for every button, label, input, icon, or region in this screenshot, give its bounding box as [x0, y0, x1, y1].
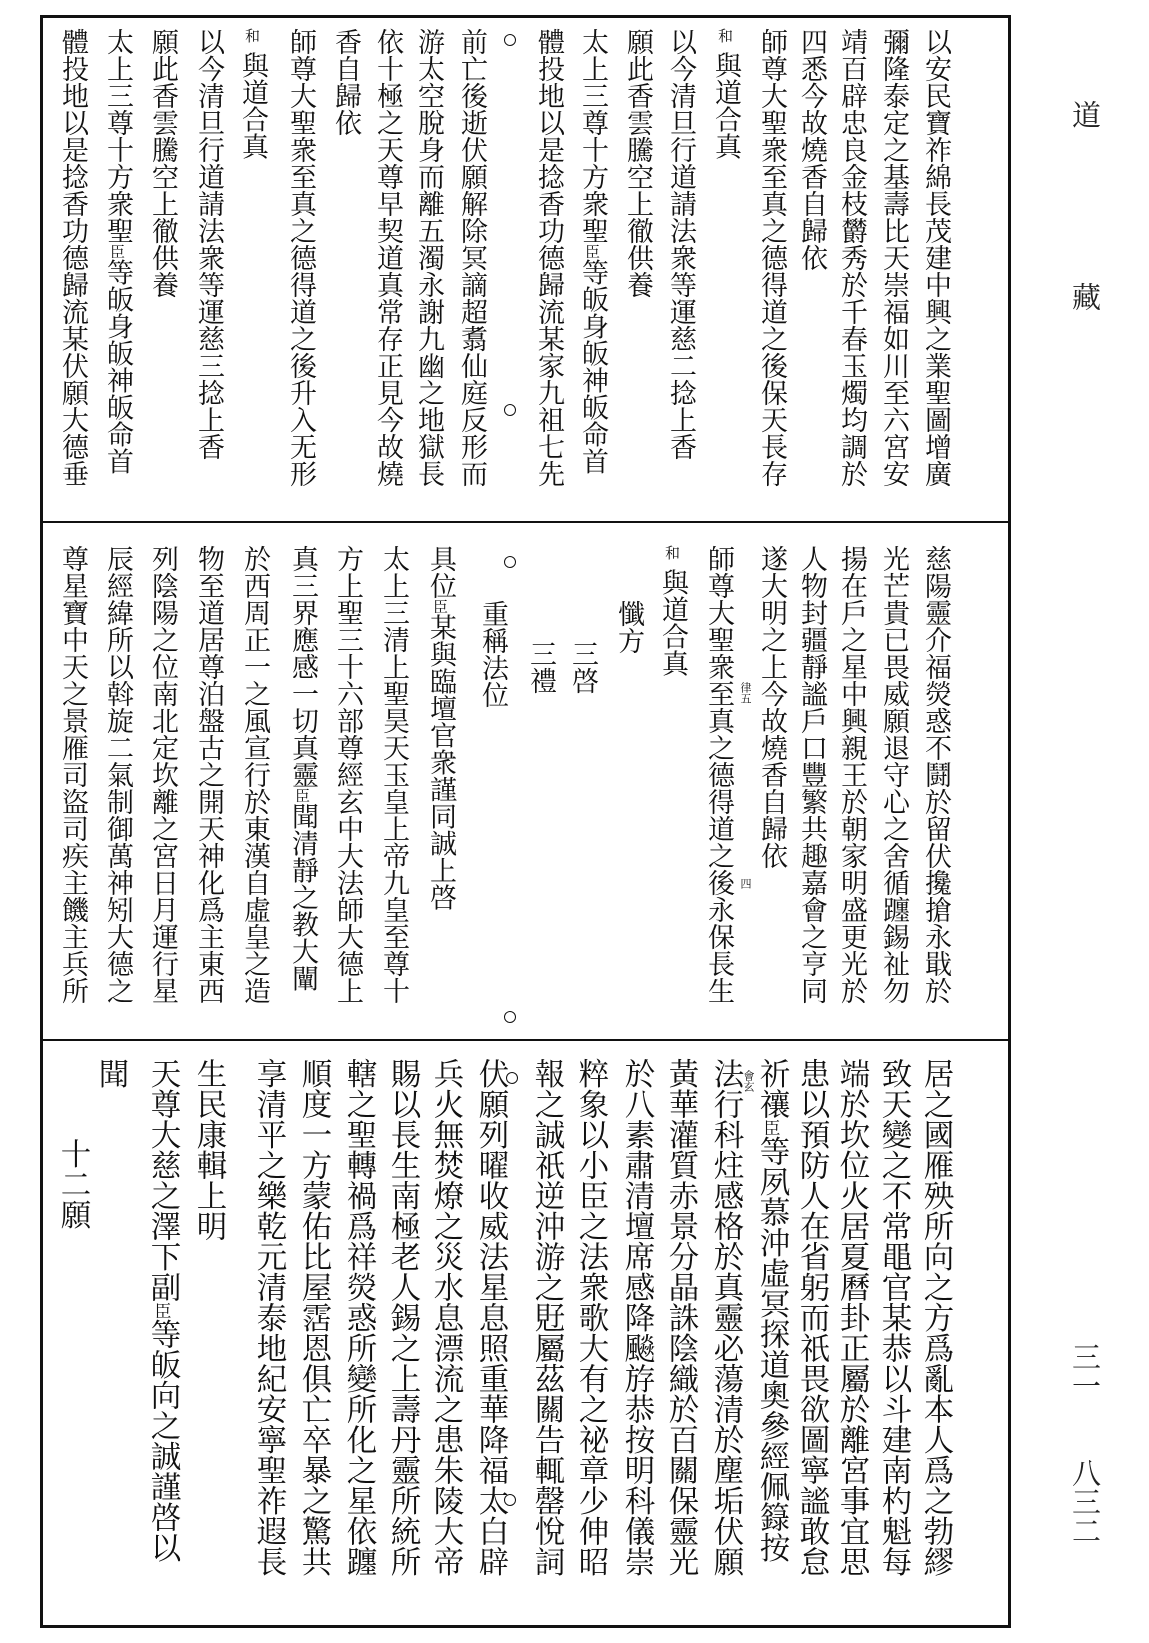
column-text: 兵火無焚燎之災水息漂流之患朱陵大帝	[428, 1058, 463, 1577]
text-column	[751, 28, 791, 487]
margin-label-bottom: 藏	[1068, 282, 1102, 311]
column-text: 願此香雲騰空上徹供養	[147, 28, 178, 298]
column-text: 法行科炷感格於真靈必蕩清於塵垢伏願	[708, 1058, 743, 1577]
column-text: 列陰陽之位南北定坎離之宮日月運行星	[147, 545, 178, 1004]
column-text: 前亡後逝伏願解除冥謫超翥仙庭反形而	[456, 28, 487, 487]
circle-mark	[506, 1072, 518, 1084]
column-text: 體投地以是捻香功德歸流某伏願大德垂	[57, 28, 88, 487]
circle-mark	[504, 1011, 516, 1023]
text-column	[791, 28, 831, 271]
text-column	[791, 545, 831, 1004]
column-text: 靖百辟忠良金枝欝秀於千春玉燭均調於	[836, 28, 867, 487]
circle-mark	[504, 556, 516, 568]
text-column	[617, 28, 657, 298]
circle-mark	[504, 404, 516, 416]
column-text: 賜以長生南極老人錫之上壽丹靈所統所	[385, 1058, 420, 1577]
text-column	[142, 545, 182, 1004]
column-text: 三啓	[567, 640, 598, 694]
column-text: 彌隆泰定之基壽比天崇福如川至六宮安	[878, 28, 909, 487]
column-text: 某與臨壇官衆謹同誠上啓	[425, 613, 456, 911]
column-text: 以今清旦行道請法衆等運慈三捻上香	[193, 28, 224, 460]
column-text: 於八素肅清壇席感降飈斿恭按明科儀崇	[619, 1058, 654, 1577]
column-text: 享清平之樂乾元清泰地紀安寧聖祚遐長	[251, 1058, 286, 1577]
column-text: 方上聖三十六部尊經玄中大法師大德上	[332, 545, 363, 1004]
register-bottom	[0, 1042, 1149, 1625]
text-column	[451, 28, 491, 487]
column-text: 依十極之天尊早契道真常存正見今故燒	[372, 28, 403, 487]
column-text: 等皈向之誠謹啓以	[145, 1318, 180, 1563]
column-text: 與道合真	[710, 51, 741, 160]
column-text: 具位	[425, 545, 456, 599]
small-character: 臣	[108, 244, 126, 259]
circle-mark	[504, 1494, 516, 1506]
column-text: 十二願	[55, 1138, 90, 1230]
column-text: 與道合真	[657, 568, 688, 677]
column-text: 真三界應感一切真靈	[287, 545, 318, 788]
column-text: 祈禳	[754, 1058, 789, 1119]
text-column	[873, 545, 913, 1004]
text-column	[572, 28, 612, 475]
column-text: 願此香雲騰空上徹供養	[622, 28, 653, 298]
small-character: 和	[663, 545, 681, 560]
column-text: 四悉今故燒香自歸依	[796, 28, 827, 271]
column-text: 致天變之不常黽官某恭以斗建南杓魁每	[876, 1058, 911, 1577]
text-column	[750, 1058, 792, 1563]
text-column	[292, 1058, 334, 1577]
text-column	[790, 1058, 832, 1577]
volume-number: 三一	[1068, 1342, 1102, 1400]
register-top	[0, 17, 1149, 521]
column-text: 等皈身皈神皈命首	[577, 258, 608, 475]
text-column	[280, 28, 320, 487]
text-column	[652, 545, 692, 677]
text-column	[187, 1058, 229, 1241]
text-column	[562, 640, 602, 694]
marginal-note: 律五	[739, 682, 752, 704]
text-column	[381, 1058, 423, 1577]
column-text: 辰經緯所以斡旋二氣制御萬神矧大德之	[102, 545, 133, 1004]
text-column	[659, 1058, 701, 1577]
column-text: 重稱法位	[477, 600, 508, 708]
text-column	[528, 28, 568, 487]
text-column	[914, 1058, 956, 1577]
register-divider	[40, 521, 1011, 523]
text-column	[424, 1058, 466, 1577]
text-column	[705, 28, 745, 160]
text-column	[89, 1058, 131, 1089]
column-text: 聞	[93, 1058, 128, 1089]
text-column	[660, 28, 700, 460]
text-column	[831, 28, 871, 487]
register-divider	[40, 1039, 1011, 1041]
column-text: 等夙慕沖虛冥探道奧參經佩籙按	[754, 1135, 789, 1563]
column-text: 報之誠祇逆沖游之覎屬茲關告輒罄悅詞	[529, 1058, 564, 1577]
text-column	[282, 545, 322, 992]
text-column	[51, 1138, 93, 1230]
column-text: 太上三尊十方衆聖	[102, 28, 133, 244]
column-text: 太上三尊十方衆聖	[577, 28, 608, 244]
column-text: 尊星寶中天之景雁司盜司疾主饑主兵所	[57, 545, 88, 1004]
register-middle	[0, 524, 1149, 1039]
column-text: 揚在戶之星中興親王於朝家明盛更光於	[836, 545, 867, 1004]
small-character: 和	[716, 28, 734, 43]
small-character: 臣	[293, 788, 311, 803]
text-column	[751, 545, 791, 869]
column-text: 以安民寶祚綿長茂建中興之業聖圖增廣	[920, 28, 951, 487]
text-column	[97, 545, 137, 1004]
small-character: 臣	[152, 1302, 172, 1319]
column-text: 游太空脫身而離五濁永謝九幽之地獄長	[413, 28, 444, 487]
text-column	[915, 545, 955, 1004]
page-number: 八三二	[1068, 1458, 1102, 1545]
text-column	[52, 545, 92, 1004]
column-text: 患以預防人在省躬而祇畏欲圖寧謐敢怠	[794, 1058, 829, 1577]
column-text: 慈陽靈介福熒惑不鬪於留伏攙搶永戢於	[920, 545, 951, 1004]
text-column	[915, 28, 955, 487]
column-text: 光芒貴已畏威願退守心之舍循躔錫祉勿	[878, 545, 909, 1004]
circle-mark	[504, 34, 516, 46]
column-text: 師尊大聖衆至真之德得道之後永保長生	[703, 545, 734, 1004]
text-column	[327, 545, 367, 1004]
text-column	[234, 545, 274, 1004]
column-text: 伏願列曜收威法星息照重華降福太白辟	[473, 1058, 508, 1577]
text-column	[325, 28, 365, 136]
text-column	[525, 1058, 567, 1577]
column-text: 黃華灌質赤景分晶誅陰織於百關保靈光	[663, 1058, 698, 1577]
column-text: 香自歸依	[330, 28, 361, 136]
column-text: 師尊大聖衆至真之德得道之後升入无形	[285, 28, 316, 487]
text-column	[830, 1058, 872, 1577]
small-character: 和	[243, 28, 261, 43]
column-text: 居之國雁殃所向之方爲亂本人爲之勃繆	[918, 1058, 953, 1577]
text-column	[232, 28, 272, 160]
column-text: 體投地以是捻香功德歸流某家九祖七先	[533, 28, 564, 487]
column-text: 順度一方蒙佑比屋霑恩俱亡卒暴之驚共	[296, 1058, 331, 1577]
text-column	[337, 1058, 379, 1577]
marginal-note: 四	[739, 878, 752, 889]
small-character: 臣	[431, 599, 449, 614]
text-column	[367, 28, 407, 487]
text-column	[188, 545, 228, 1004]
text-column	[52, 28, 92, 487]
column-text: 太上三清上聖昊天玉皇上帝九皇至尊十	[378, 545, 409, 1004]
column-text: 聞清靜之教大闡	[287, 802, 318, 992]
text-column	[408, 28, 448, 487]
column-text: 轄之聖轉禍爲祥熒惑所變所化之星依躔	[341, 1058, 376, 1577]
column-text: 生民康輯上明	[191, 1058, 226, 1241]
marginal-note: 會玄	[742, 1070, 755, 1092]
column-text: 懺方	[613, 600, 644, 654]
column-text: 天尊大慈之澤下副	[145, 1058, 180, 1302]
column-text: 遂大明之上今故燒香自歸依	[756, 545, 787, 869]
text-column	[420, 545, 460, 911]
text-column	[831, 545, 871, 1004]
column-text: 物至道居尊泊盤古之開天神化爲主東西	[193, 545, 224, 1004]
text-column	[247, 1058, 289, 1577]
text-column	[472, 600, 512, 708]
small-character: 臣	[761, 1119, 781, 1136]
column-text: 三禮	[525, 640, 556, 694]
text-column	[141, 1058, 183, 1563]
text-column	[373, 545, 413, 1004]
text-column	[97, 28, 137, 475]
column-text: 於西周正一之風宣行於東漢自虛皇之造	[239, 545, 270, 1004]
column-text: 師尊大聖衆至真之德得道之後保天長存	[756, 28, 787, 487]
text-column	[142, 28, 182, 298]
column-text: 粹象以小臣之法衆歌大有之祕章少伸昭	[573, 1058, 608, 1577]
text-column	[873, 28, 913, 487]
text-column	[569, 1058, 611, 1577]
text-column	[188, 28, 228, 460]
column-text: 等皈身皈神皈命首	[102, 258, 133, 475]
text-column	[704, 1058, 746, 1577]
text-column	[615, 1058, 657, 1577]
text-column	[608, 600, 648, 654]
column-text: 以今清旦行道請法衆等運慈二捻上香	[665, 28, 696, 460]
margin-label-top: 道	[1068, 100, 1102, 129]
column-text: 端於坎位火居夏曆卦正屬於離宮事宜思	[834, 1058, 869, 1577]
small-character: 臣	[583, 244, 601, 259]
text-column	[872, 1058, 914, 1577]
text-column	[520, 640, 560, 694]
column-text: 人物封疆靜謐戶口豐繁共趣嘉會之亨同	[796, 545, 827, 1004]
text-column	[698, 545, 738, 1004]
column-text: 與道合真	[237, 51, 268, 160]
